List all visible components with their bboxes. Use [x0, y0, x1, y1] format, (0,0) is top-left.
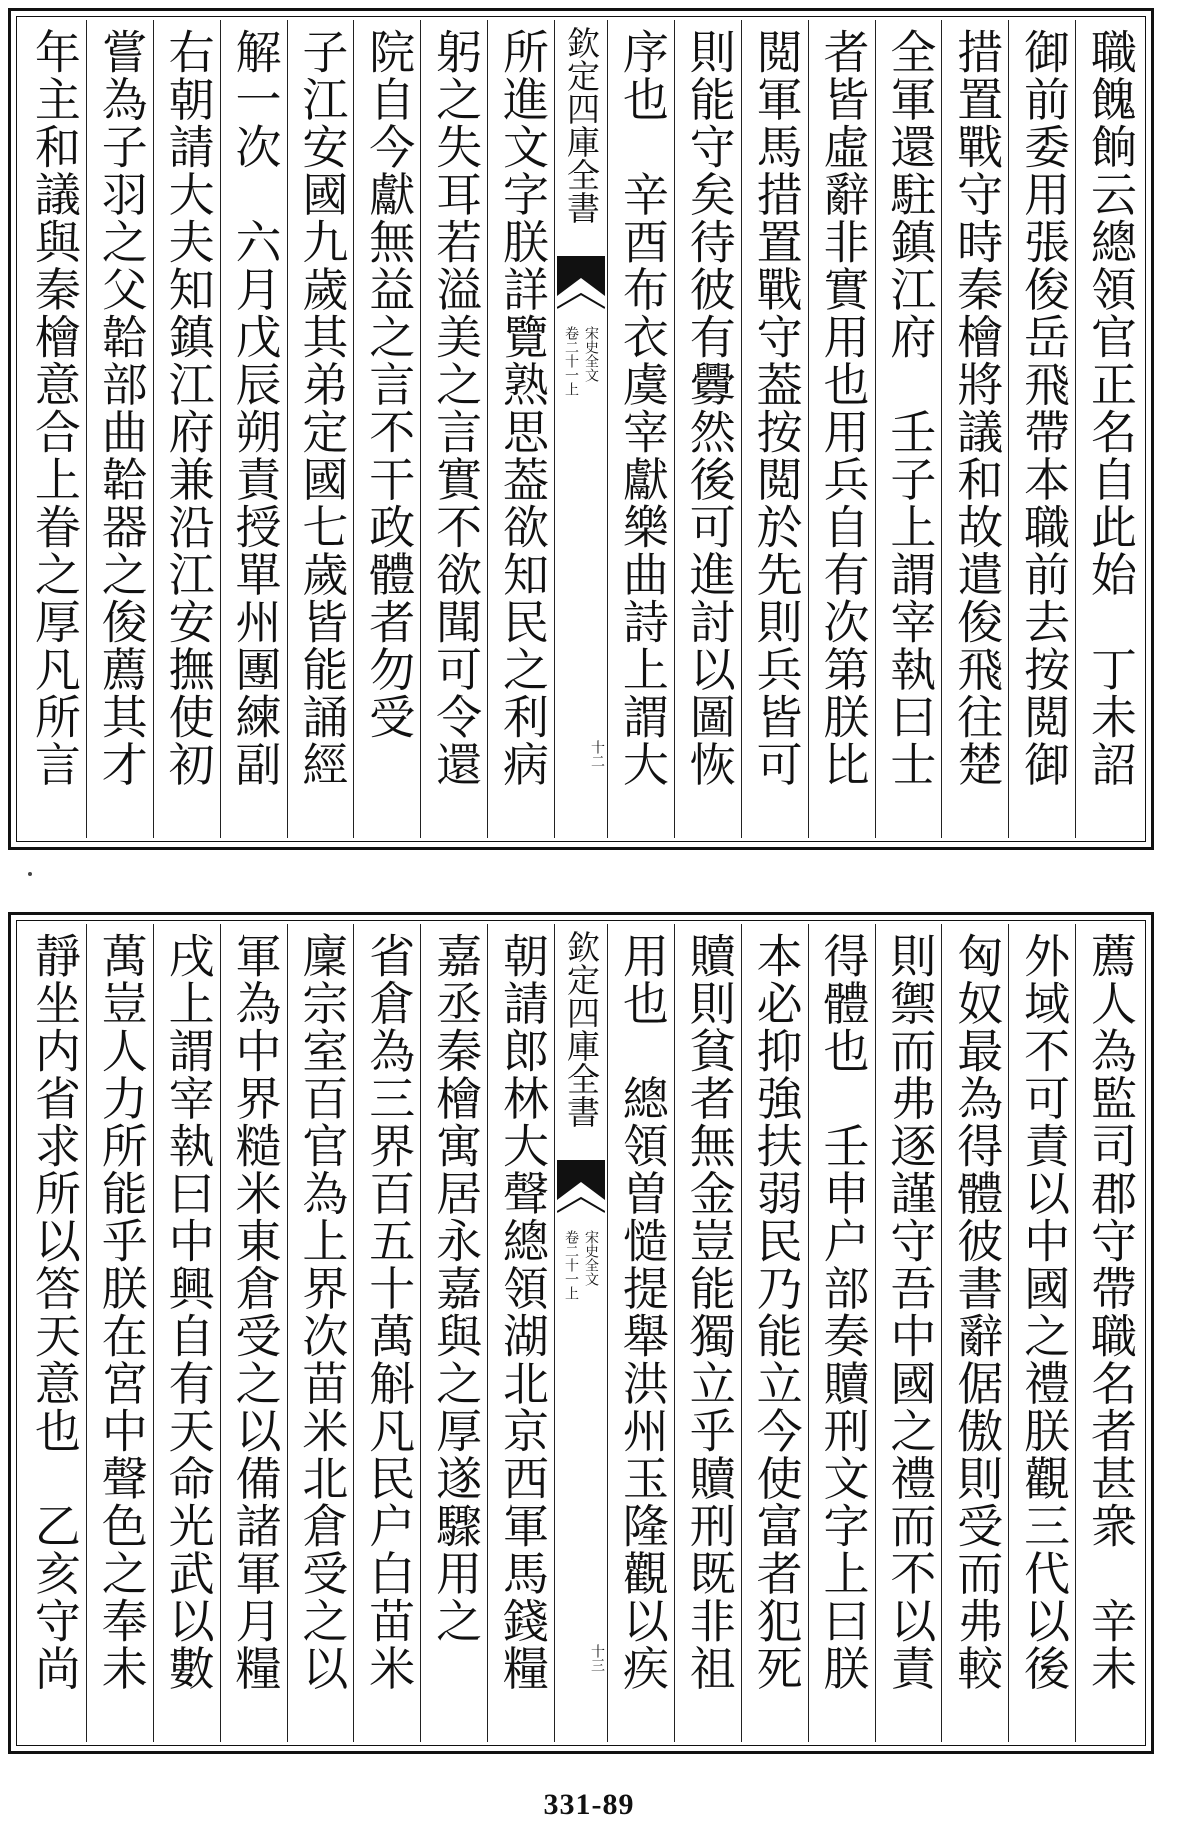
text-column [353, 20, 420, 838]
column-text: 嘉丞秦檜寓居永嘉與之厚遂驟用之 [429, 932, 484, 1645]
text-column [487, 20, 554, 838]
leaf-number: 十二 [589, 740, 605, 768]
column-text: 御前委用張俊岳飛帶本職前去按閲御 [1017, 28, 1072, 788]
column-text: 萬豈人力所能乎朕在宮中聲色之奉未 [94, 932, 149, 1692]
text-column [220, 20, 287, 838]
column-text: 者皆虛辭非實用也用兵自有次第朕比 [816, 28, 871, 788]
text-column [353, 924, 420, 1742]
text-column [808, 20, 875, 838]
text-column [153, 20, 220, 838]
column-text: 所進文字朕詳覽熟思葢欲知民之利病 [496, 28, 550, 788]
fishtail-mark [557, 1160, 605, 1218]
text-column [808, 924, 875, 1742]
book-title: 宋史全文 [583, 326, 599, 382]
text-column [875, 20, 942, 838]
volume-label: 卷二十一上 [563, 326, 579, 396]
fold-subtitle [555, 1230, 607, 1430]
text-column [1008, 924, 1075, 1742]
column-text: 軍為中界糙米東倉受之以備諸軍月糧 [228, 932, 283, 1692]
column-text: 朝請郎林大聲總領湖北京西軍馬錢糧 [496, 932, 550, 1692]
text-column [674, 20, 741, 838]
column-text: 則能守矣待彼有釁然後可進討以圖恢 [682, 28, 737, 788]
text-column [287, 20, 354, 838]
text-column [941, 924, 1008, 1742]
text-column [1075, 20, 1142, 838]
text-column [875, 924, 942, 1742]
top-page-columns [20, 20, 1142, 838]
text-column [487, 924, 554, 1742]
column-text: 則禦而弗逐謹守吾中國之禮而不以責 [883, 932, 938, 1692]
volume-label: 卷二十一上 [563, 1230, 579, 1300]
text-column [941, 20, 1008, 838]
text-column [153, 924, 220, 1742]
column-text: 薦人為監司郡守帶職名者甚衆 辛未 [1084, 932, 1138, 1692]
column-text: 措置戰守時秦檜將議和故遣俊飛往楚 [950, 28, 1005, 788]
text-column [20, 20, 86, 838]
column-text: 戌上謂宰執曰中興自有天命光武以數 [161, 932, 216, 1692]
column-text: 廩宗室百官為上界次苗米北倉受之以 [295, 932, 350, 1692]
fold-column [554, 924, 607, 1742]
column-text: 得體也 壬申户部奏贖刑文字上曰朕 [816, 932, 871, 1692]
text-column [1008, 20, 1075, 838]
top-page [8, 8, 1154, 850]
text-column [741, 20, 808, 838]
bottom-page [8, 912, 1154, 1754]
column-text: 子江安國九歲其弟定國七歲皆能誦經 [295, 28, 350, 788]
column-text: 解一次 六月戊辰朔責授單州團練副 [228, 28, 283, 788]
column-text: 靜坐内省求所以答天意也 乙亥守尚 [27, 932, 82, 1692]
leaf-number: 十三 [589, 1644, 605, 1672]
column-text: 職餽餉云總領官正名自此始 丁未詔 [1084, 28, 1138, 788]
bottom-page-columns [20, 924, 1142, 1742]
text-column [86, 20, 153, 838]
column-text: 全軍還駐鎮江府 壬子上謂宰執曰士 [883, 28, 938, 788]
text-column [1075, 924, 1142, 1742]
text-column [420, 924, 487, 1742]
column-text: 院自今獻無益之言不干政體者勿受 [362, 28, 417, 741]
column-text: 省倉為三界百五十萬斛凡民户白苗米 [362, 932, 417, 1692]
fold-title: 欽定四庫全書 [562, 930, 601, 1128]
column-text: 用也 總領曽慥提舉洪州玉隆觀以疾 [615, 932, 670, 1692]
book-title: 宋史全文 [583, 1230, 599, 1286]
fishtail-mark [557, 256, 605, 314]
fold-subtitle [555, 326, 607, 526]
column-text: 匈奴最為得體彼書辭倨傲則受而弗較 [950, 932, 1005, 1692]
column-text: 贖則貧者無金豈能獨立乎贖刑既非祖 [682, 932, 737, 1692]
column-text: 年主和議與秦檜意合上眷之厚凡所言 [27, 28, 82, 788]
column-text: 躬之失耳若溢美之言實不欲聞可令還 [429, 28, 484, 788]
column-text: 右朝請大夫知鎮江府兼沿江安撫使初 [161, 28, 216, 788]
text-column [287, 924, 354, 1742]
text-column [86, 924, 153, 1742]
text-column [741, 924, 808, 1742]
text-column [607, 20, 674, 838]
column-text: 本必抑強扶弱民乃能立今使富者犯死 [749, 932, 804, 1692]
column-text: 嘗為子羽之父韐部曲韐器之俊薦其才 [94, 28, 149, 788]
fold-title: 欽定四庫全書 [562, 26, 601, 224]
column-text: 閲軍馬措置戰守葢按閲於先則兵皆可 [749, 28, 804, 788]
scan-speck [28, 872, 32, 876]
fold-column [554, 20, 607, 838]
text-column [20, 924, 86, 1742]
page-number-label: 331-89 [543, 1788, 635, 1821]
text-column [607, 924, 674, 1742]
text-column [420, 20, 487, 838]
text-column [674, 924, 741, 1742]
text-column [220, 924, 287, 1742]
column-text: 外域不可責以中國之禮朕觀三代以後 [1017, 932, 1072, 1692]
column-text: 序也 辛酉布衣虞宰獻樂曲詩上謂大 [615, 28, 670, 788]
